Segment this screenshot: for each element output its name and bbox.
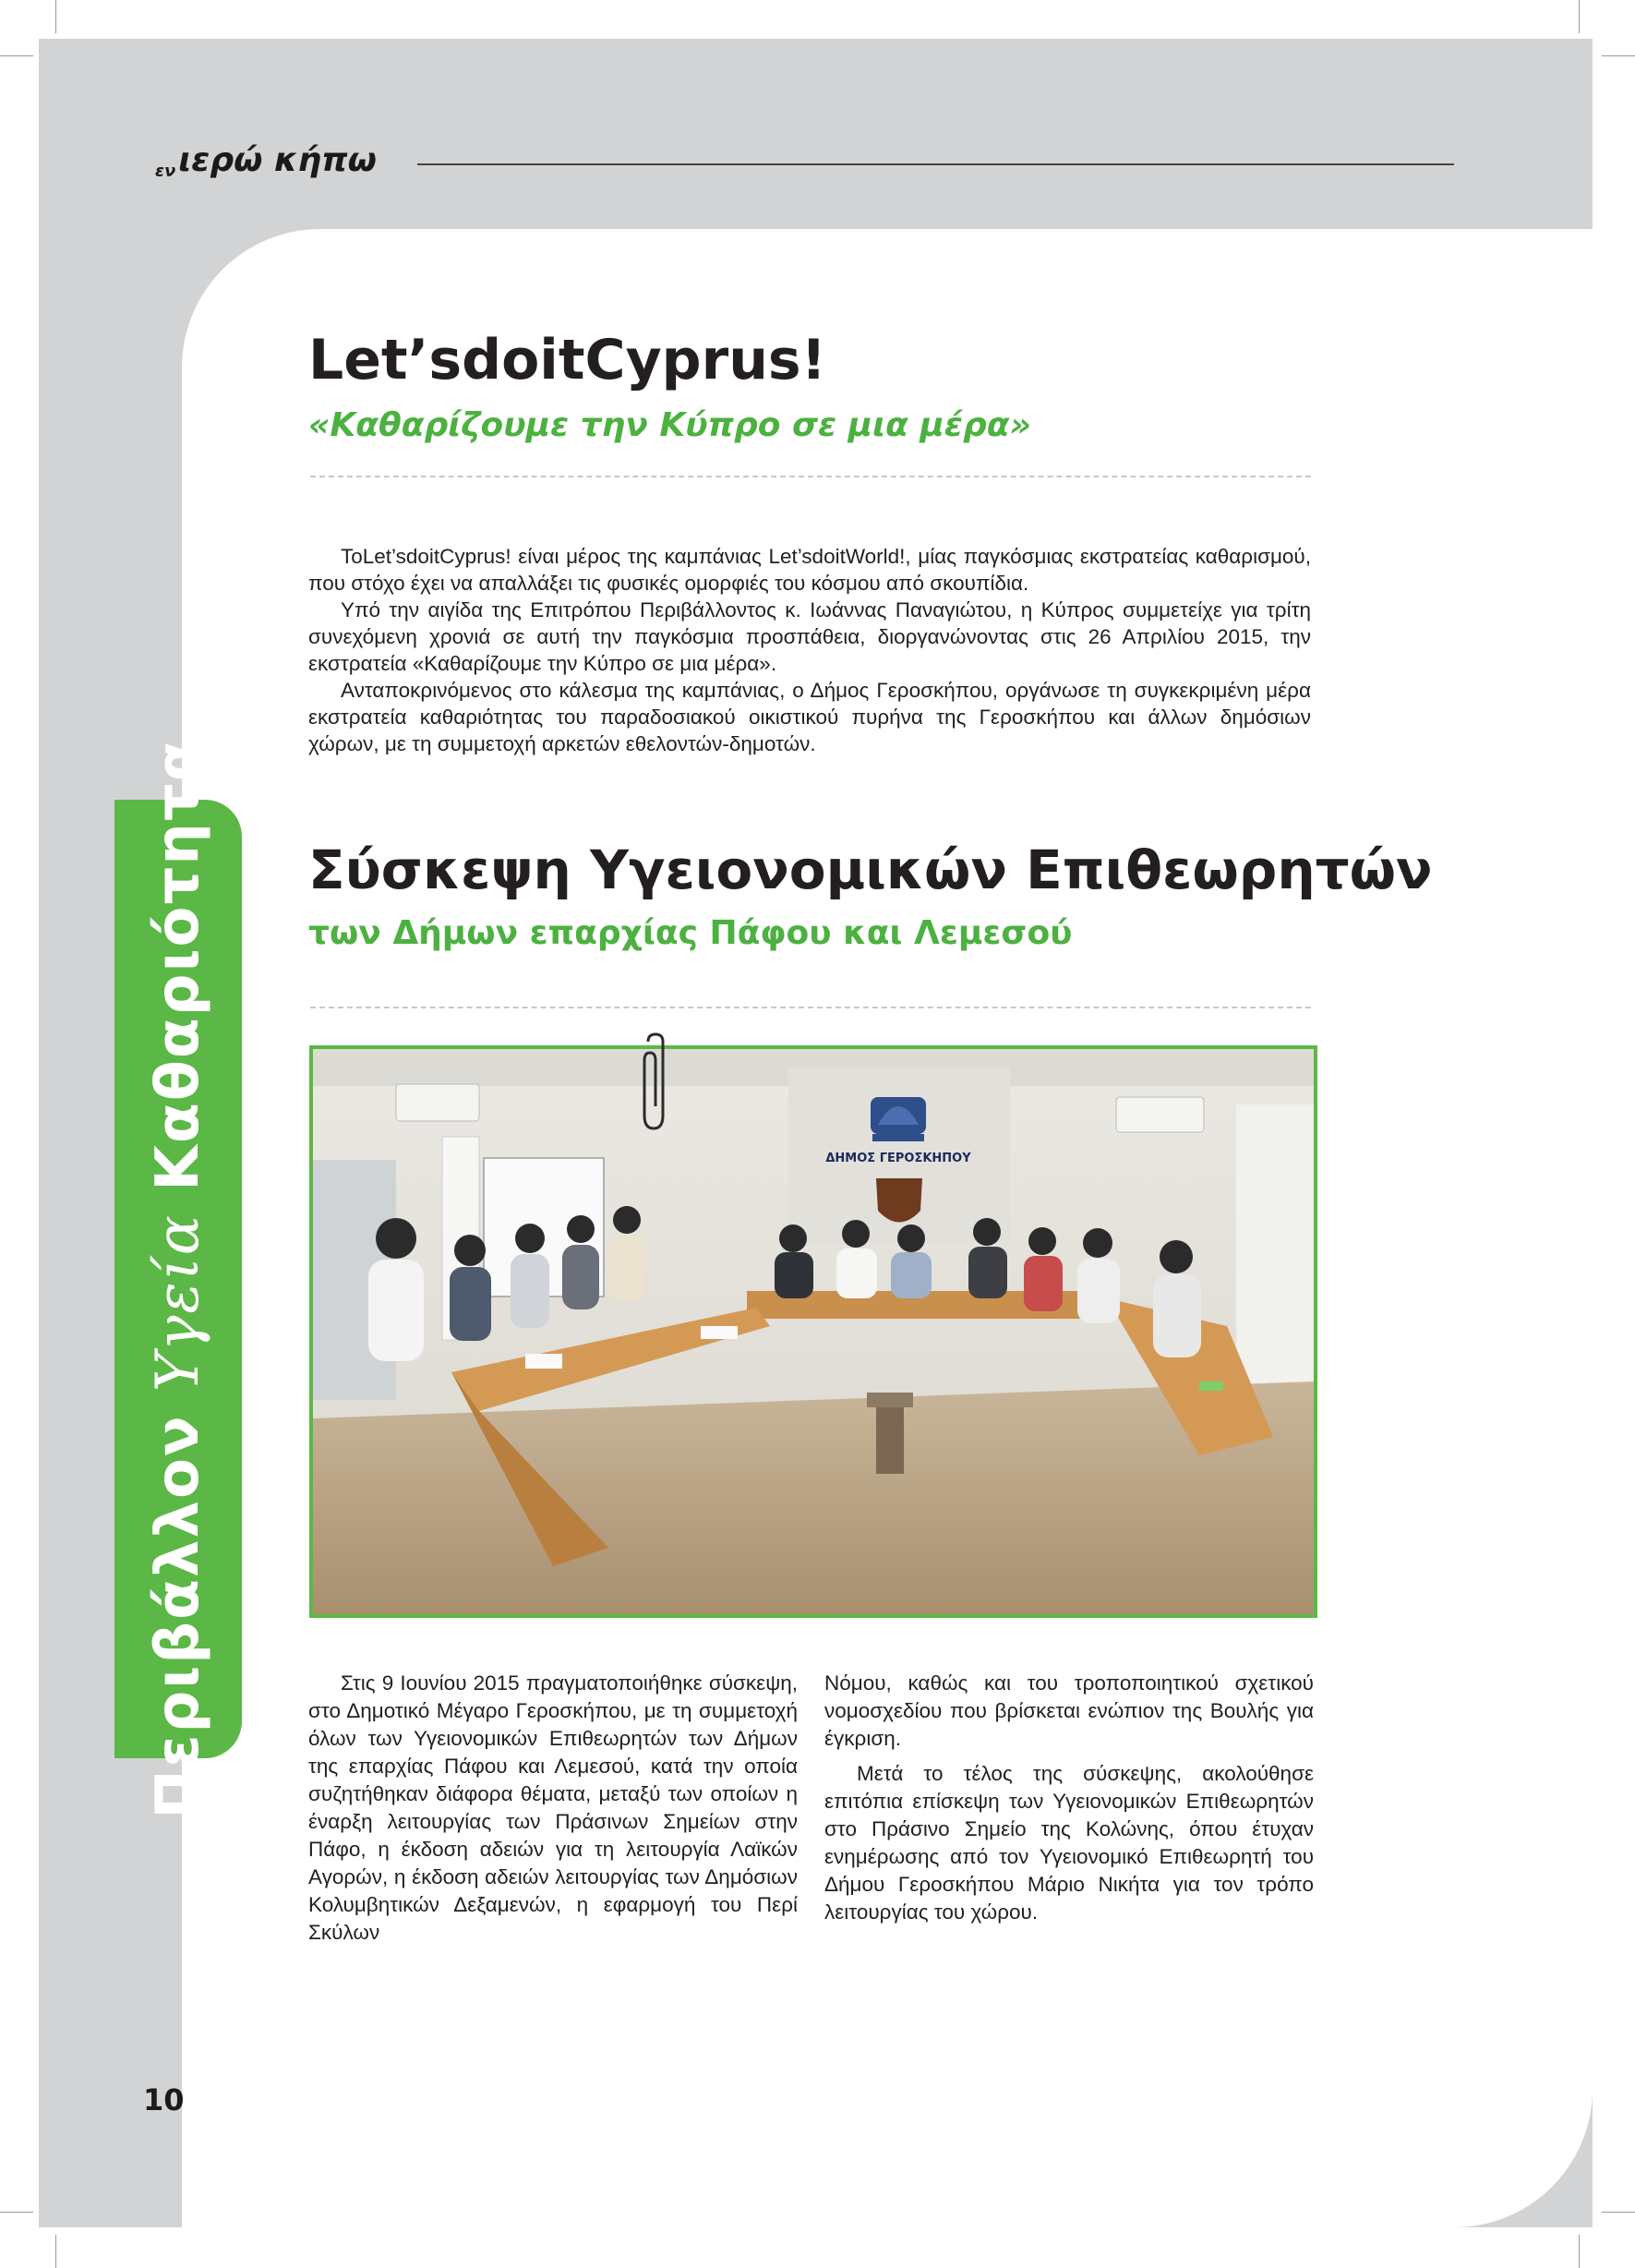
article-body bbox=[308, 543, 1311, 757]
header-rule bbox=[417, 163, 1454, 165]
crop-mark bbox=[1602, 55, 1635, 56]
meeting-photo bbox=[309, 1045, 1317, 1618]
meeting-photo-illustration bbox=[313, 1049, 1314, 1614]
header-prefix: εν bbox=[155, 162, 176, 181]
crop-mark bbox=[1579, 2235, 1580, 2268]
page-number: 10 bbox=[143, 2082, 185, 2117]
header-title-text: ιερώ κήπω bbox=[178, 141, 377, 179]
article-subtitle: «Καθαρίζουμε την Κύπρο σε μια μέρα» bbox=[308, 406, 1031, 444]
crop-mark bbox=[55, 0, 56, 33]
paperclip-icon bbox=[637, 1032, 674, 1134]
dashed-divider bbox=[310, 476, 1311, 477]
paragraph: ToLet’sdoitCyprus! είναι μέρος της καμπάνιας Let’sdoitWorld!, μίας παγκόσμιας εκστρατείας καθαρισμού, που στόχο έχει να απαλλάξει τις φυσικές ομορφιές του κόσμου από σκουπίδια. bbox=[308, 545, 1311, 595]
crop-mark bbox=[0, 2212, 33, 2213]
crop-mark bbox=[1602, 2212, 1635, 2213]
paragraph: Ανταποκρινόμενος στο κάλεσμα της καμπάνιας, ο Δήμος Γεροσκήπου, οργάνωσε τη συγκεκριμένη μέρα εκστρατεία καθαριότητας του παραδοσιακού οικιστικού πυρήνα της Γεροσκήπου και άλλων δημόσιων χώρων, με τη συμμετοχή αρκετών εθελοντών-δημοτών. bbox=[308, 679, 1311, 755]
paragraph: Στις 9 Ιουνίου 2015 πραγματοποιήθηκε σύσκεψη, στο Δημοτικό Μέγαρο Γεροσκήπου, με τη συμμετοχή όλων των Υγειονομικών Επιθεωρητών των Δήμων της επαρχίας Πάφου και Λεμεσού, κατά την οποία συζητήθηκαν διάφορα θέματα, μεταξύ των οποίων η έναρξη λειτουργίας των Πράσινων Σημείων στην Πάφο, η έκδοση αδειών για τη λειτουργία Λαϊκών Αγορών, η έκδοση αδειών λειτουργίας των Δημόσιων Κολυμβητικών Δεξαμενών, η εφαρμογή του Περί Σκύλων bbox=[308, 1671, 798, 1944]
paragraph: Μετά το τέλος της σύσκεψης, ακολούθησε επιτόπια επίσκεψη των Υγειονομικών Επιθεωρητών στο Πράσινο Σημείο της Κολώνης, όπου έτυχαν ενημέρωσης από τον Υγειονομικό Επιθεωρητή του Δήμου Γεροσκήπου Μάριο Νικήτα για τον τρόπο λειτουργίας του χώρου. bbox=[824, 1762, 1314, 1924]
crop-mark bbox=[0, 55, 33, 56]
running-header bbox=[155, 141, 377, 181]
photo-wall-sign: ΔΗΜΟΣ ΓΕΡΟΣΚΗΠΟΥ bbox=[825, 1152, 971, 1165]
sidebar-label-part: Περιβάλλον bbox=[144, 1392, 212, 1819]
paragraph: Υπό την αιγίδα της Επιτρόπου Περιβάλλοντος κ. Ιωάννας Παναγιώτου, η Κύπρος συμμετείχε για τρίτη συνεχόμενη χρονιά σε αυτή την παγκόσμια προσπάθεια, διοργανώνοντας στις 26 Απριλίου 2015, την εκστρατεία «Καθαρίζουμε την Κύπρο σε μια μέρα». bbox=[308, 598, 1311, 675]
section-sidebar-label bbox=[144, 739, 212, 1818]
paragraph: Νόμου, καθώς και του τροποποιητικού σχετικού νομοσχεδίου που βρίσκεται ενώπιον της Βουλής για έγκριση. bbox=[824, 1671, 1314, 1750]
article-subtitle: των Δήμων επαρχίας Πάφου και Λεμεσού bbox=[308, 914, 1073, 952]
crop-mark bbox=[1579, 0, 1580, 33]
sidebar-label-part: Καθαριότητα bbox=[144, 739, 212, 1213]
sidebar-label-part: Υγεία bbox=[144, 1213, 212, 1393]
article-column-left bbox=[308, 1670, 798, 1947]
article-title: Let’sdoitCyprus! bbox=[308, 328, 827, 392]
article-title: Σύσκεψη Υγειονομικών Επιθεωρητών bbox=[308, 838, 1433, 901]
article-column-right bbox=[824, 1670, 1314, 1926]
dashed-divider bbox=[310, 1007, 1311, 1008]
crop-mark bbox=[55, 2235, 56, 2268]
